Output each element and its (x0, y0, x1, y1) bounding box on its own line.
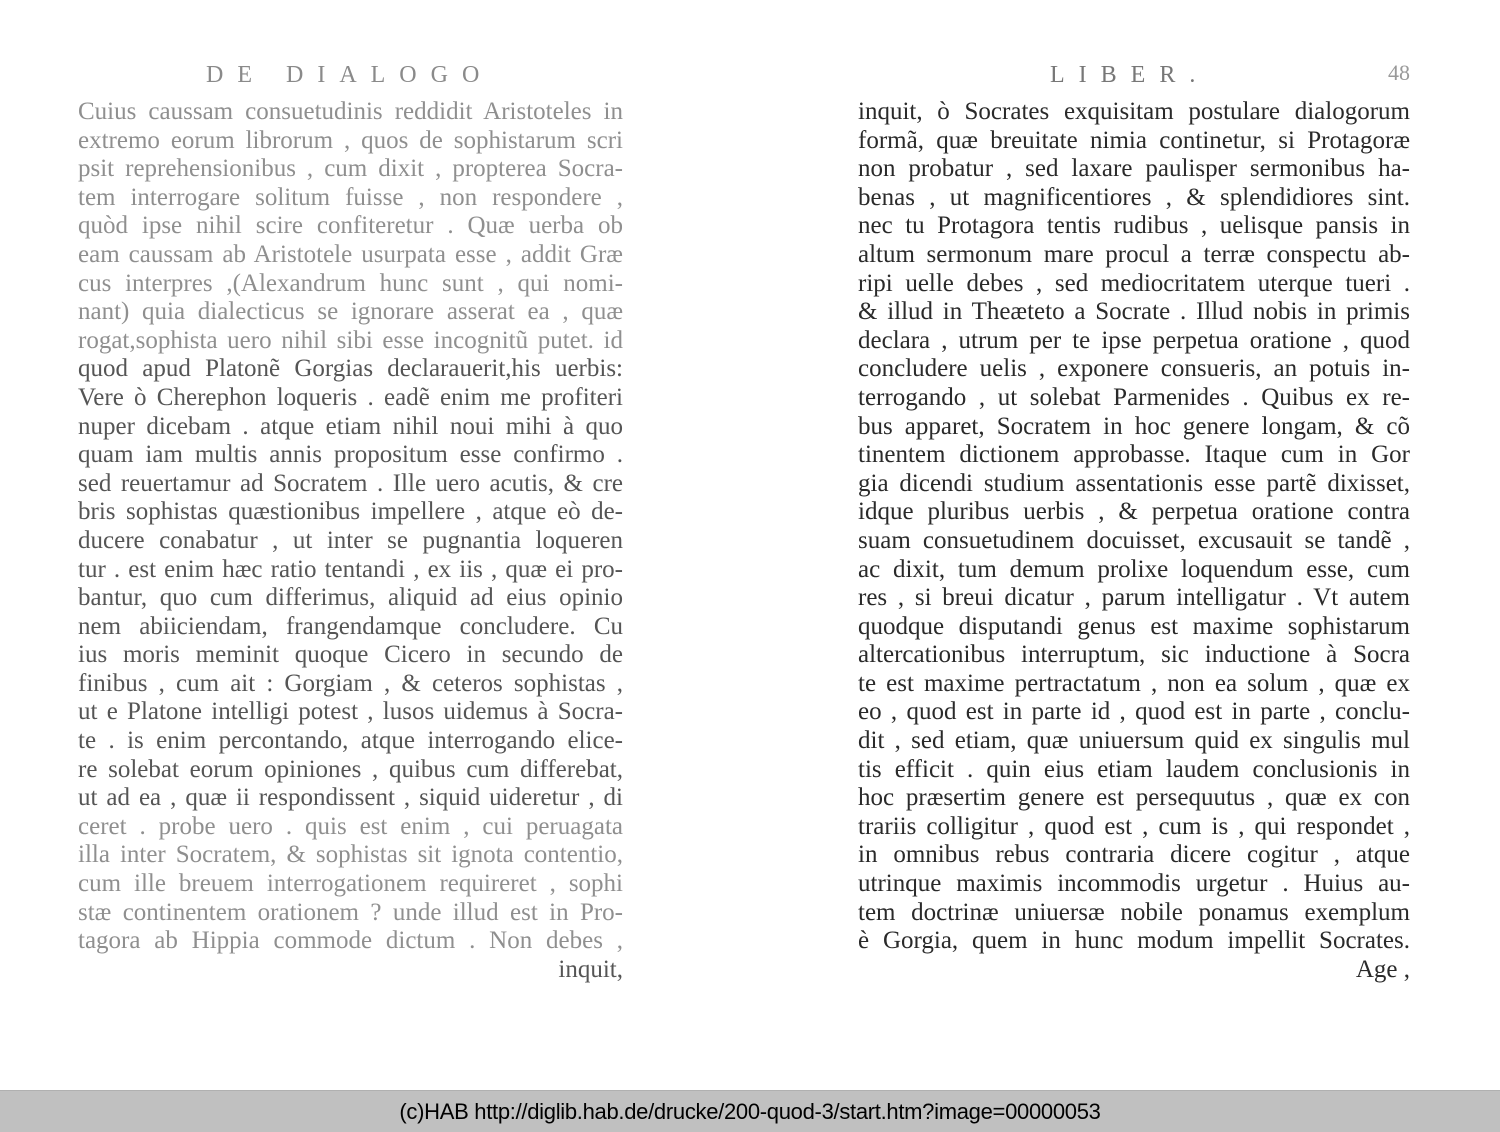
text-line: re solebat eorum opiniones , quibus cum differebat, (78, 755, 623, 783)
text-line: bris sophistas quæstionibus impellere , atque eò de- (78, 498, 623, 526)
right-page-text (858, 98, 1410, 984)
text-line: finibus , cum ait : Gorgiam , & ceteros sophistas , (78, 669, 623, 697)
text-line: inquit, ò Socrates exquisitam postulare dialogorum (858, 98, 1410, 125)
text-line: ceret . probe uero . quis est enim , cui peruagata (78, 812, 623, 840)
left-page-text (78, 98, 623, 984)
text-line: terrogando , ut solebat Parmenides . Quibus ex re- (858, 383, 1410, 411)
text-line: cus interpres ,(Alexandrum hunc sunt , qui nomi- (78, 269, 623, 297)
text-line: sed reuertamur ad Socratem . Ille uero acutis, & cre (78, 469, 623, 497)
text-line: è Gorgia, quem in hunc modum impellit Socrates. (858, 927, 1410, 955)
text-line: ac dixit, tum demum prolixe loquendum esse, cum (858, 555, 1410, 583)
text-line: hoc præsertim genere est persequutus , quæ ex con (858, 784, 1410, 812)
text-line: nem abiiciendam, frangendamque concludere. Cu (78, 612, 623, 640)
text-line: dit , sed etiam, quæ uniuersum quid ex singulis mul (858, 727, 1410, 755)
text-line: rogat,sophista uero nihil sibi esse incognitũ putet. id (78, 326, 623, 354)
text-line: ut ad ea , quæ ii respondissent , siquid uideretur , di (78, 784, 623, 812)
catchword: Age , (1355, 955, 1410, 983)
text-line: quam iam multis annis propositum esse confirmo . (78, 441, 623, 469)
text-line: utrinque maximis incommodis urgetur . Huius au- (858, 870, 1410, 898)
text-line: res , si breui dicatur , parum intelligatur . Vt autem (858, 584, 1410, 612)
text-line: in omnibus rebus contraria dicere cogitur , atque (858, 841, 1410, 869)
text-line: te est maxime pertractatum , non ea solum , quæ ex (858, 669, 1410, 697)
text-line: tagora ab Hippia commode dictum . Non debes , (78, 927, 623, 955)
text-line: altum sermonum mare procul a terræ conspectu ab- (858, 240, 1410, 268)
text-line: quòd ipse nihil scire confiteretur . Quæ uerba ob (78, 212, 623, 240)
text-line: te . is enim percontando, atque interrogando elice- (78, 727, 623, 755)
text-line: & illud in Theæteto a Socrate . Illud nobis in primis (858, 298, 1410, 326)
text-line: psit reprehensionibus , cum dixit , propterea Socra- (78, 155, 623, 183)
page-number: 48 (1388, 60, 1410, 85)
catchword: inquit, (558, 955, 623, 983)
text-line: nuper dicebam . atque etiam nihil noui mihi à quo (78, 412, 623, 440)
text-line: ducere conabatur , ut inter se pugnantia loqueren (78, 526, 623, 554)
text-line: suam consuetudinem docuisset, excusauit se tandẽ , (858, 526, 1410, 554)
text-line: gia dicendi studium assentationis esse partẽ dixisset, (858, 469, 1410, 497)
text-line: tem interrogare solitum fuisse , non respondere , (78, 183, 623, 211)
text-line: nant) quia dialecticus se ignorare asserat ea , quæ (78, 298, 623, 326)
text-line: trariis colligitur , quod est , cum is , qui respondet , (858, 812, 1410, 840)
text-line: non probatur , sed laxare paulisper sermonibus ha- (858, 155, 1410, 183)
text-line: cum ille breuem interrogationem requireret , sophi (78, 870, 623, 898)
text-line: quod apud Platonẽ Gorgias declarauerit,his uerbis: (78, 355, 623, 383)
text-line: bantur, quo cum differimus, aliquid ad eius opinio (78, 584, 623, 612)
text-line: stæ continentem orationem ? unde illud est in Pro- (78, 898, 623, 926)
text-line: tinentem dictionem approbasse. Itaque cum in Gor (858, 441, 1410, 469)
copyright-text: (c)HAB http://diglib.hab.de/drucke/200-quod-3/start.htm?image=00000053 (399, 1098, 1101, 1124)
text-line: eam caussam ab Aristotele usurpata esse , addit Græ (78, 240, 623, 268)
text-line: quodque disputandi genus est maxime sophistarum (858, 612, 1410, 640)
text-line: bus apparet, Socratem in hoc genere longam, & cõ (858, 412, 1410, 440)
text-line: ut e Platone intelligi potest , lusos uidemus à Socra- (78, 698, 623, 726)
text-line: tem doctrinæ uniuersæ nobile ponamus exemplum (858, 898, 1410, 926)
text-line: tur . est enim hæc ratio tentandi , ex iis , quæ ei pro- (78, 555, 623, 583)
text-line: illa inter Socratem, & sophistas sit ignota contentio, (78, 841, 623, 869)
text-line: idque pluribus uerbis , & perpetua oratione contra (858, 498, 1410, 526)
text-line: eo , quod est in parte id , quod est in parte , conclu- (858, 698, 1410, 726)
text-line: formã, quæ breuitate nimia continetur, si Protagoræ (858, 126, 1410, 154)
text-line: Vere ò Cherephon loqueris . eadẽ enim me profiteri (78, 383, 623, 411)
running-head-left: DE DIALOGO (206, 62, 494, 88)
copyright-footer (0, 1090, 1500, 1132)
running-head-right: LIBER. (1050, 62, 1210, 88)
text-line: tis efficit . quin eius etiam laudem conclusionis in (858, 755, 1410, 783)
text-line: benas , ut magnificentiores , & splendidiores sint. (858, 183, 1410, 211)
text-line: concludere uelis , exponere consueris, an potuis in- (858, 355, 1410, 383)
text-line: Cuius caussam consuetudinis reddidit Aristoteles in (78, 98, 623, 125)
text-line: ius moris meminit quoque Cicero in secundo de (78, 641, 623, 669)
text-line: nec tu Protagora tentis rudibus , uelisque pansis in (858, 212, 1410, 240)
text-line: extremo eorum librorum , quos de sophistarum scri (78, 126, 623, 154)
text-line: altercationibus interruptum, sic inductione à Socra (858, 641, 1410, 669)
text-line: declara , utrum per te ipse perpetua oratione , quod (858, 326, 1410, 354)
text-line: ripi uelle debes , sed mediocritatem uterque tueri . (858, 269, 1410, 297)
